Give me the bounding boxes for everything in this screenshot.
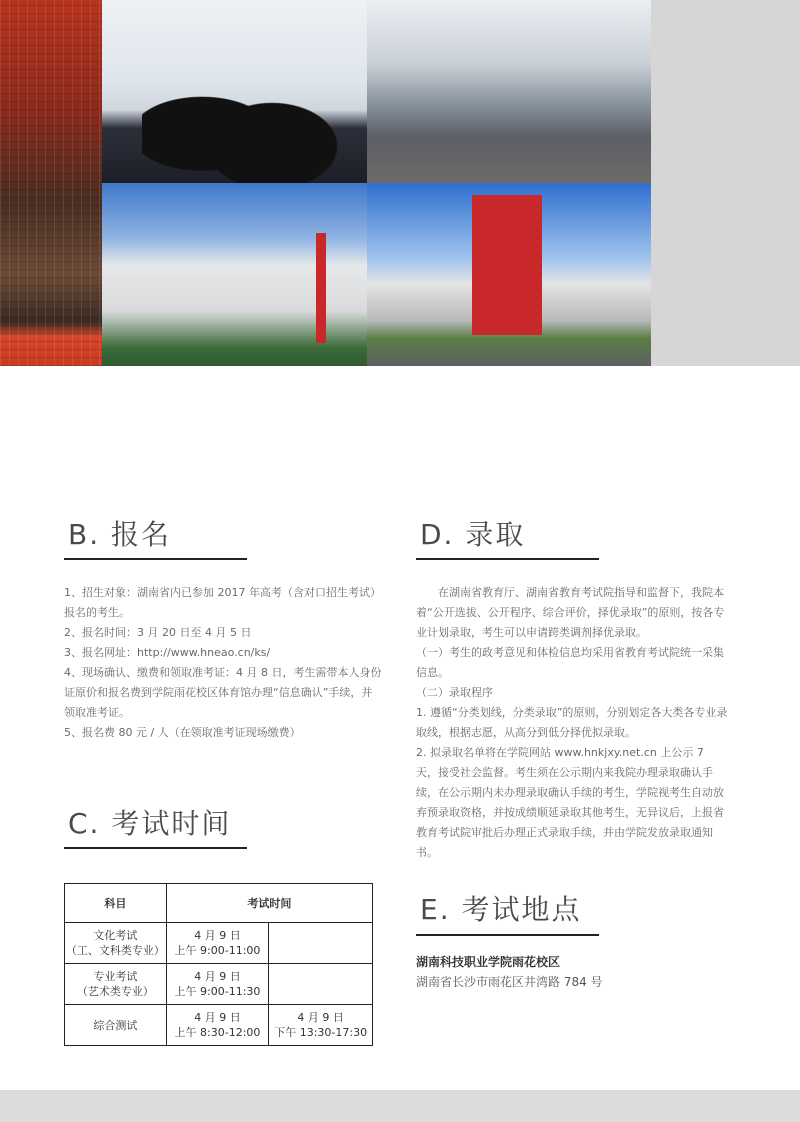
subject-cell <box>65 923 167 964</box>
date-text: 4 月 9 日 <box>194 1011 241 1024</box>
admission-rule <box>416 558 599 560</box>
registration-line: 证原价和报名费到学院雨花校区体育馆办理“信息确认”手续，并 <box>64 686 373 699</box>
table-row <box>65 964 373 1005</box>
time-text: 上午 8:30-12:00 <box>174 1026 261 1039</box>
subject-line: 专业考试 <box>93 970 138 983</box>
campus-address: 湖南省长沙市雨花区井湾路 784 号 <box>416 975 603 989</box>
registration-line: 2、报名时间：3 月 20 日至 4 月 5 日 <box>64 626 252 639</box>
photo-collage <box>0 0 800 366</box>
registration-line: 1、招生对象：湖南省内已参加 2017 年高考（含对口招生考试） <box>64 586 381 599</box>
registration-line: 3、报名网址：http://www.hneao.cn/ks/ <box>64 646 271 659</box>
exam-time-table <box>64 883 373 1046</box>
header-subject: 科目 <box>65 884 167 923</box>
registration-heading: B. 报名 <box>68 518 172 551</box>
subject-cell <box>65 964 167 1005</box>
registration-line: 报名的考生。 <box>64 606 130 619</box>
admission-text <box>416 583 728 863</box>
admission-paragraph: （一）考生的政考意见和体检信息均采用省教育考试院统一采集信息。 <box>416 646 724 679</box>
photo-campus-building <box>102 183 367 366</box>
footer-bar <box>0 1090 800 1122</box>
subject-line: 文化考试 <box>93 929 138 942</box>
table-row <box>65 1005 373 1046</box>
time-text: 上午 9:00-11:00 <box>174 944 261 957</box>
time-cell <box>166 923 269 964</box>
subject-line: （艺术类专业） <box>76 985 154 998</box>
location-rule <box>416 934 599 936</box>
admission-paragraph: 2. 拟录取名单将在学院网站 www.hnkjxy.net.cn 上公示 7 天，接受社会监督。考生须在公示期内来我院办理录取确认手续，在公示期内未办理录取确认手续的考生，学院视考生自动放弃预录取资格，并按成绩顺延录取其他考生，无异议后，上报省教育考试院审批后办理正式录取手续，并由学院发放录取通知书。 <box>416 746 724 859</box>
registration-text <box>64 583 384 743</box>
time-cell <box>166 1005 269 1046</box>
subject-cell <box>65 1005 167 1046</box>
time-cell <box>269 1005 373 1046</box>
admission-heading: D. 录取 <box>420 518 526 551</box>
campus-name: 湖南科技职业学院雨花校区 <box>416 955 561 969</box>
photo-students-walking <box>367 0 651 183</box>
admission-paragraph: 1. 遵循“分类划线，分类录取”的原则，分别划定各大类各专业录取线，根据志愿，从高分到低分择优拟录取。 <box>416 706 728 739</box>
photo-red-building <box>0 0 102 366</box>
subject-line: （工、文科类专业） <box>65 944 165 957</box>
exam-time-rule <box>64 847 247 849</box>
grey-panel <box>651 0 800 366</box>
registration-line: 5、报名费 80 元 / 人（在领取准考证现场缴费） <box>64 726 301 739</box>
time-text: 上午 9:00-11:30 <box>174 985 261 998</box>
time-text: 下午 13:30-17:30 <box>274 1026 368 1039</box>
header-exam-time: 考试时间 <box>166 884 372 923</box>
time-cell <box>166 964 269 1005</box>
admission-paragraph: （二）录取程序 <box>416 686 493 699</box>
registration-line: 4、现场确认、缴费和领取准考证：4 月 8 日，考生需带本人身份 <box>64 666 382 679</box>
table-row <box>65 923 373 964</box>
date-text: 4 月 9 日 <box>194 929 241 942</box>
subject-line: 综合测试 <box>93 1018 138 1032</box>
registration-rule <box>64 558 247 560</box>
photo-graduates <box>102 0 367 183</box>
time-cell-empty <box>269 964 373 1005</box>
registration-line: 领取准考证。 <box>64 706 130 719</box>
photo-campus-road <box>367 183 651 366</box>
table-header-row <box>65 884 373 923</box>
date-text: 4 月 9 日 <box>194 970 241 983</box>
admission-paragraph: 在湖南省教育厅、湖南省教育考试院指导和监督下，我院本着“公开选拔、公开程序、综合评价，择优录取”的原则，按各专业计划录取，考生可以申请跨类调剂择优录取。 <box>416 586 725 639</box>
location-heading: E. 考试地点 <box>420 893 582 926</box>
date-text: 4 月 9 日 <box>297 1011 344 1024</box>
time-cell-empty <box>269 923 373 964</box>
exam-time-heading: C. 考试时间 <box>68 807 232 840</box>
